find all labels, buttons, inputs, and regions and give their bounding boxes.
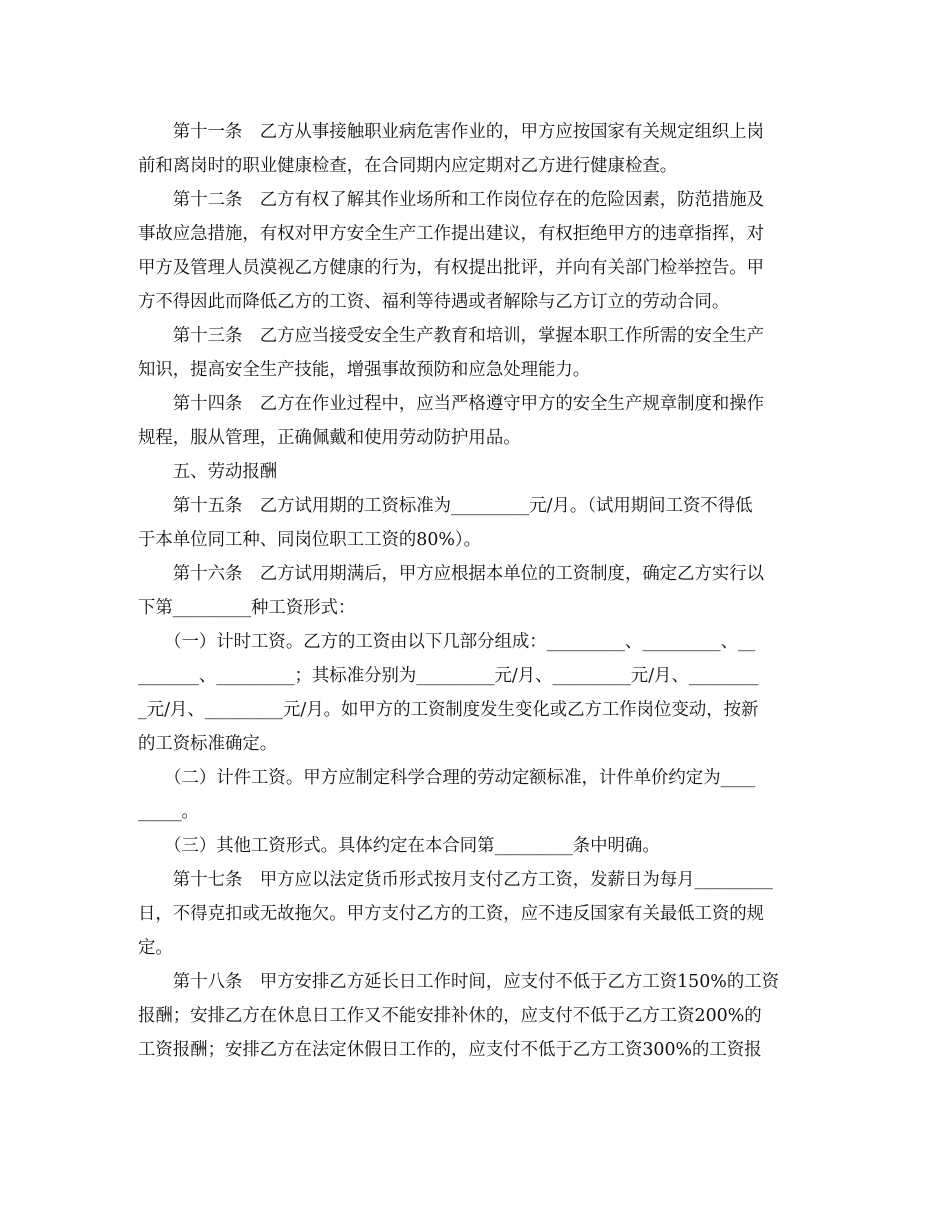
section-heading: 五、劳动报酬 (138, 462, 278, 482)
text-line: 下第_________种工资形式： (138, 598, 356, 618)
text-line: 第十三条 乙方应当接受安全生产教育和培训，掌握本职工作所需的安全生产 (138, 326, 765, 346)
text-line: 第十四条 乙方在作业过程中，应当严格遵守甲方的安全生产规章制度和操作 (138, 394, 765, 414)
text-line: 报酬；安排乙方在休息日工作又不能安排补休的，应支付不低于乙方工资200%的 (138, 1006, 762, 1026)
text-line: 第十六条 乙方试用期满后，甲方应根据本单位的工资制度，确定乙方实行以 (138, 564, 765, 584)
text-line: （二）计件工资。甲方应制定科学合理的劳动定额标准，计件单价约定为____ (138, 768, 756, 788)
text-line: 前和离岗时的职业健康检查，在合同期内应定期对乙方进行健康检查。 (138, 156, 678, 176)
text-line: 工资报酬；安排乙方在法定休假日工作的，应支付不低于乙方工资300%的工资报 (138, 1040, 762, 1060)
text-line: 第十五条 乙方试用期的工资标准为_________元/月。（试用期间工资不得低 (138, 496, 753, 516)
text-line: 第十七条 甲方应以法定货币形式按月支付乙方工资，发薪日为每月_________ (138, 870, 773, 890)
text-line: 第十二条 乙方有权了解其作业场所和工作岗位存在的危险因素，防范措施及 (138, 190, 765, 210)
text-line: （三）其他工资形式。具体约定在本合同第_________条中明确。 (138, 836, 660, 856)
text-line: 知识，提高安全生产技能，增强事故预防和应急处理能力。 (138, 360, 591, 380)
text-line: 方不得因此而降低乙方的工资、福利等待遇或者解除与乙方订立的劳动合同。 (138, 292, 730, 312)
text-line: 事故应急措施，有权对甲方安全生产工作提出建议，有权拒绝甲方的违章指挥，对 (138, 224, 765, 244)
text-line: _______、_________；其标准分别为_________元/月、_________元/月、________ (138, 666, 759, 686)
text-line: 第十八条 甲方安排乙方延长日工作时间，应支付不低于乙方工资150%的工资 (138, 972, 780, 992)
text-line: 的工资标准确定。 (138, 734, 278, 754)
text-line: 甲方及管理人员漠视乙方健康的行为，有权提出批评，并向有关部门检举控告。甲 (138, 258, 765, 278)
text-line: 第十一条 乙方从事接触职业病危害作业的，甲方应按国家有关规定组织上岗 (138, 122, 765, 142)
text-line: _____。 (138, 802, 199, 822)
text-line: 于本单位同工种、同岗位职工工资的80%）。 (138, 530, 481, 550)
text-line: （一）计时工资。乙方的工资由以下几部分组成：_________、_________、__ (138, 632, 756, 652)
text-line: 定。 (138, 938, 173, 958)
text-line: 日，不得克扣或无故拖欠。甲方支付乙方的工资，应不违反国家有关最低工资的规 (138, 904, 765, 924)
text-line: _元/月、_________元/月。如甲方的工资制度发生变化或乙方工作岗位变动，按新 (138, 700, 759, 720)
text-line: 规程，服从管理，正确佩戴和使用劳动防护用品。 (138, 428, 521, 448)
